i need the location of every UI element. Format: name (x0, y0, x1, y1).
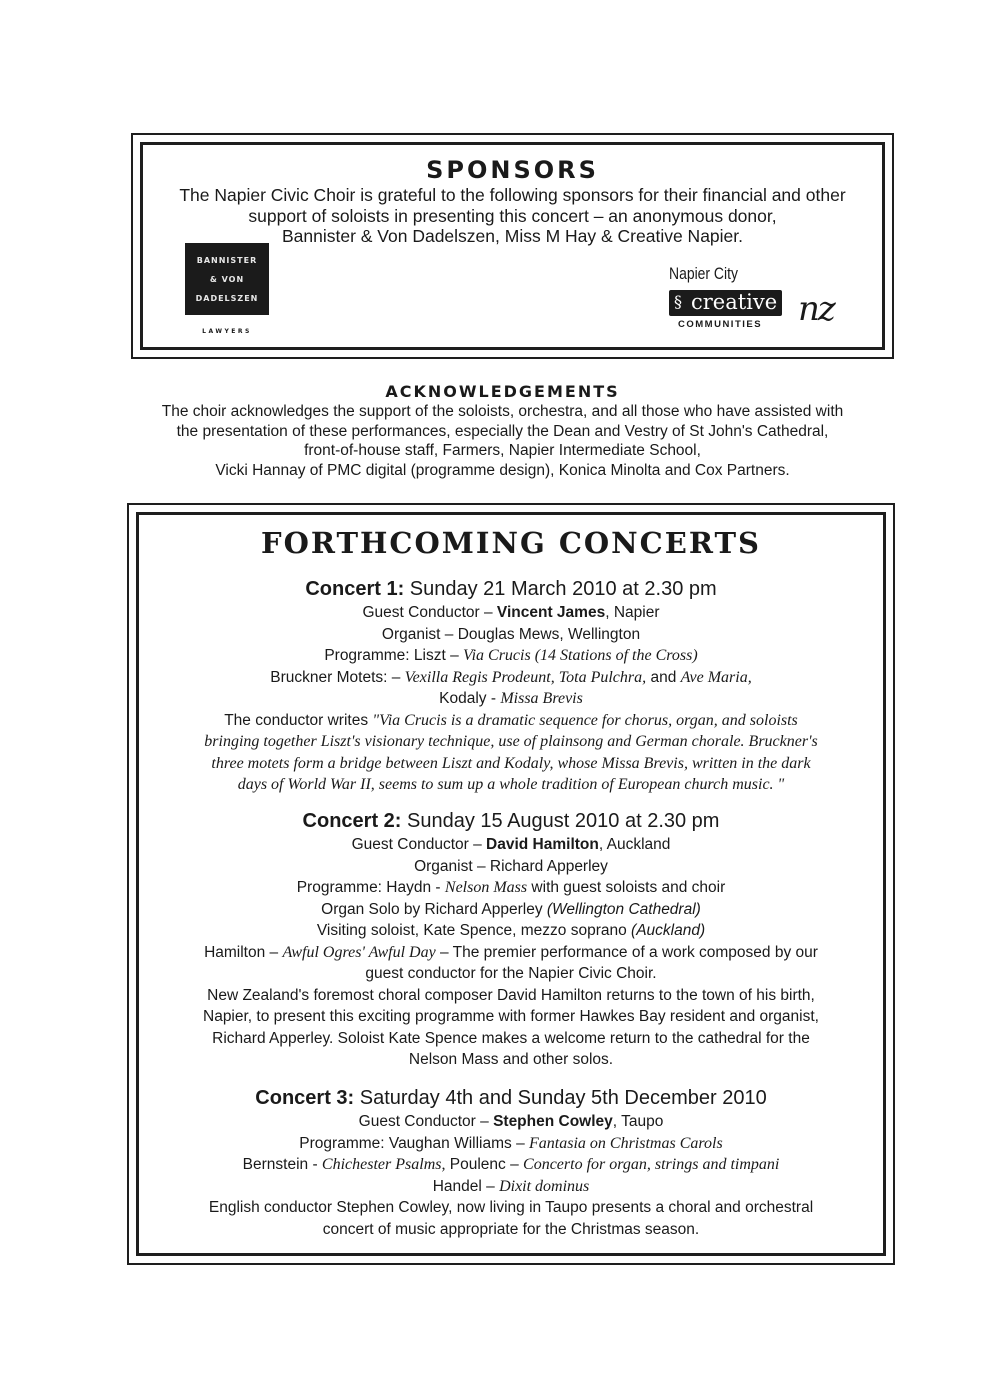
concert-description-line: Napier, to present this exciting programme with former Hawkes Bay resident and organist, (203, 1008, 819, 1025)
concert-date: Saturday 4th and Sunday 5th December 2010 (359, 1087, 767, 1109)
acknowledgements-line: the presentation of these performances, especially the Dean and Vestry of St John's Cathedral, (176, 422, 829, 440)
kodaly-work: Missa Brevis (500, 690, 583, 707)
creative-communities-logo (665, 290, 855, 335)
concert-programme (129, 645, 893, 667)
concert-description-line: Richard Apperley. Soloist Kate Spence makes a welcome return to the cathedral for the (212, 1029, 810, 1047)
concert-hamilton-line2: guest conductor for the Napier Civic Choir. (365, 965, 657, 982)
programme-prefix: Programme: Haydn - (296, 879, 445, 896)
concert-date: Sunday 21 March 2010 at 2.30 pm (409, 578, 717, 600)
poulenc-work: Concerto for organ, strings and timpani (523, 1156, 780, 1173)
creative-nz: nz (798, 289, 834, 329)
sponsors-title: SPONSORS (426, 156, 599, 184)
concert-handel (129, 1176, 893, 1198)
concert-description-line: English conductor Stephen Cowley, now living in Taupo presents a choral and orchestral (208, 1199, 814, 1216)
communities-caption: COMMUNITIES (678, 319, 763, 330)
programme-note: (14 Stations of the Cross) (530, 647, 698, 664)
concert-quote-line: three motets form a bridge between Liszt and Kodaly, whose Missa Brevis, written in the dark (211, 754, 811, 772)
concert-quote-line (129, 710, 893, 732)
conductor-suffix: , Napier (605, 604, 660, 621)
poulenc-prefix: Poulenc – (445, 1156, 524, 1173)
motets-last: Ave Maria, (680, 668, 752, 686)
concert-date: Sunday 15 August 2010 at 2.30 pm (407, 810, 720, 832)
motets-prefix: Bruckner Motets: – (270, 668, 405, 686)
bernstein-work: Chichester Psalms, (321, 1156, 446, 1173)
concert-programme (129, 877, 893, 899)
sponsors-text (133, 185, 892, 247)
concert-label: Concert 2: (302, 810, 402, 832)
visiting-text: Visiting soloist, Kate Spence, mezzo soprano (316, 922, 632, 939)
acknowledgements-line: The choir acknowledges the support of the soloists, orchestra, and all those who have assisted with (161, 403, 844, 420)
handel-work: Dixit dominus (499, 1177, 590, 1195)
concert-hamilton-work (129, 942, 893, 964)
acknowledgements-title: ACKNOWLEDGEMENTS (385, 382, 620, 401)
concert-label: Concert 3: (255, 1087, 355, 1109)
motets-and: and (646, 668, 681, 686)
concert-bernstein-poulenc (129, 1154, 893, 1176)
programme-prefix: Programme: Liszt – (324, 647, 463, 664)
conductor-prefix: Guest Conductor – (351, 836, 487, 853)
creative-word: creative (669, 290, 782, 316)
forthcoming-concerts-box (127, 503, 895, 1265)
sponsors-line: Bannister & Von Dadelszen, Miss M Hay & Creative Napier. (281, 226, 744, 246)
concert-label: Concert 1: (305, 578, 405, 600)
forthcoming-concerts-title: FORTHCOMING CONCERTS (261, 526, 761, 560)
concert-quote-line: bringing together Liszt's visionary technique, use of plainsong and German chorale. Bruckner's (204, 733, 818, 750)
sponsors-line: The Napier Civic Choir is grateful to the following sponsors for their financial and other (179, 185, 846, 205)
conductor-suffix: , Taupo (612, 1113, 664, 1130)
sponsors-line: support of soloists in presenting this concert – an anonymous donor, (248, 205, 777, 226)
quote-text: "Via Crucis is a dramatic sequence for chorus, organ, and soloists (372, 711, 798, 729)
organ-solo-note: (Wellington Cathedral) (546, 900, 701, 918)
bernstein-prefix: Bernstein - (242, 1156, 322, 1173)
acknowledgements-line: front-of-house staff, Farmers, Napier Intermediate School, (304, 442, 701, 459)
hamilton-suffix: – The premier performance of a work composed by our (435, 943, 818, 961)
concert-programme (129, 1133, 893, 1155)
concert-quote-line: days of World War II, seems to sum up a whole tradition of European church music. " (237, 776, 785, 793)
logo-line: BANNISTER (196, 256, 258, 265)
logo-line: & VON (209, 275, 245, 284)
organ-solo-text: Organ Solo by Richard Apperley (321, 900, 547, 918)
acknowledgements-text (0, 402, 1005, 480)
hamilton-work-title: Awful Ogres' Awful Day (282, 943, 436, 961)
creative-swirl-icon: § (674, 292, 682, 311)
acknowledgements-line: Vicki Hannay of PMC digital (programme design), Konica Minolta and Cox Partners. (215, 461, 790, 479)
concert-1-heading (129, 576, 893, 602)
programme-work: Nelson Mass (444, 879, 528, 896)
programme-work: Via Crucis (463, 647, 531, 664)
concert-conductor (129, 1111, 893, 1133)
concert-2 (129, 808, 893, 1071)
concert-3-heading (129, 1085, 893, 1111)
concert-conductor (129, 602, 893, 624)
visiting-note: (Auckland) (631, 922, 706, 939)
handel-prefix: Handel – (432, 1177, 500, 1195)
concert-organist: Organist – Richard Apperley (414, 857, 608, 875)
logo-line: DADELSZEN (195, 294, 259, 303)
concert-description-line: New Zealand's foremost choral composer David Hamilton returns to the town of his birth, (207, 986, 815, 1004)
concert-1 (129, 576, 893, 796)
concert-organist: Organist – Douglas Mews, Wellington (381, 625, 641, 643)
bannister-von-dadelszen-logo (185, 243, 269, 315)
conductor-name: Stephen Cowley (493, 1113, 613, 1130)
concert-visiting-soloist (129, 920, 893, 942)
concert-kodaly (129, 688, 893, 710)
motets-works: Vexilla Regis Prodeunt, Tota Pulchra, (404, 668, 647, 686)
concert-description-line: Nelson Mass and other solos. (408, 1051, 614, 1068)
conductor-name: Vincent James (496, 604, 606, 621)
concert-2-heading (129, 808, 893, 834)
lawyers-caption: LAWYERS (202, 328, 252, 335)
concert-description-line: concert of music appropriate for the Christmas season. (322, 1220, 700, 1238)
hamilton-prefix: Hamilton – (204, 943, 283, 961)
concert-3 (129, 1085, 893, 1240)
concert-organ-solo (129, 899, 893, 921)
quote-lead: The conductor writes (224, 711, 373, 729)
programme-work: Fantasia on Christmas Carols (529, 1134, 723, 1152)
conductor-prefix: Guest Conductor – (358, 1113, 494, 1130)
conductor-prefix: Guest Conductor – (362, 604, 497, 621)
conductor-name: David Hamilton (486, 836, 599, 853)
programme-prefix: Programme: Vaughan Williams – (299, 1134, 530, 1152)
sponsors-box (131, 133, 894, 359)
kodaly-prefix: Kodaly - (439, 690, 501, 707)
concert-motets (129, 667, 893, 689)
napier-city-label: Napier City (669, 264, 738, 283)
conductor-suffix: , Auckland (598, 836, 671, 853)
programme-suffix: with guest soloists and choir (527, 879, 726, 896)
concert-conductor (129, 834, 893, 856)
